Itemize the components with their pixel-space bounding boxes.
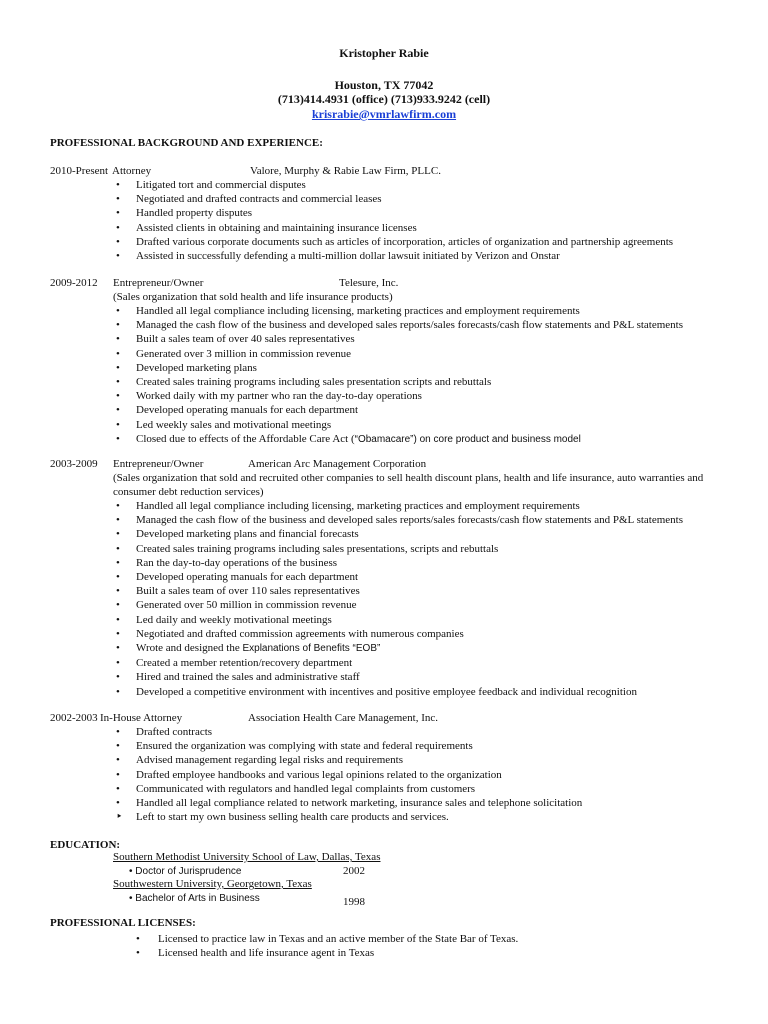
bullet-item: • Created sales training programs including sales presentations, scripts and rebuttals (50, 542, 740, 556)
bullet-icon: • (129, 865, 136, 877)
education-list (113, 851, 413, 908)
bullet-item: • Hired and trained the sales and administrative staff (50, 670, 740, 684)
experience-heading: PROFESSIONAL BACKGROUND AND EXPERIENCE: (50, 137, 323, 149)
bullet-item: • Assisted in successfully defending a multi-million dollar lawsuit initiated by Verizon and Onstar (50, 249, 740, 263)
bullet-text-sans: Explanations of Benefits “EOB” (242, 643, 381, 655)
resume-name: Kristopher Rabie (339, 46, 429, 60)
job-header (50, 457, 740, 471)
bullet-item: • Created a member retention/recovery department (50, 656, 740, 670)
bullet-item: • Led daily and weekly motivational meetings (50, 613, 740, 627)
job-description: (Sales organization that sold and recruited other companies to sell health discount plans, health and life insurance, auto warranties and consumer debt reduction services) (113, 472, 704, 498)
bullet-item: • Communicated with regulators and handled legal complaints from customers (50, 782, 740, 796)
bullet-item (50, 641, 740, 656)
job-entry (50, 457, 740, 699)
bullet-item: • Handled all legal compliance including licensing, marketing practices and employment requirements (50, 499, 740, 513)
bullet-item (50, 432, 740, 447)
job-entry (50, 164, 740, 263)
bullet-item: • Developed operating manuals for each department (50, 570, 740, 584)
bullet-item: • Built a sales team of over 40 sales representatives (50, 332, 740, 346)
bullet-text-sans: “Obamacare”) on core product and business model (354, 433, 581, 445)
job-entry (50, 711, 740, 824)
job-dates: 2010-Present (50, 165, 109, 177)
bullet-item: • Created sales training programs including sales presentation scripts and rebuttals (50, 375, 740, 389)
job-header (50, 276, 740, 290)
job-header (50, 164, 740, 178)
job-company: American Arc Management Corporation (248, 458, 427, 470)
address: Houston, TX 77042 (334, 78, 434, 92)
bullet-item: • Handled all legal compliance related to network marketing, insurance sales and telephone solicitation (50, 796, 740, 810)
job-bullets (50, 499, 740, 699)
bullet-item: • Developed marketing plans (50, 361, 740, 375)
bullet-item: • Developed operating manuals for each department (50, 403, 740, 417)
degree-year: 1998 (343, 895, 365, 908)
job-company: Telesure, Inc. (339, 277, 399, 289)
bullet-item: • Ensured the organization was complying with state and federal requirements (50, 739, 740, 753)
bullet-item: • Managed the cash flow of the business and developed sales reports/sales forecasts/cash flow statements and P&L statements (50, 513, 740, 527)
bullet-item: ‣ Left to start my own business selling health care products and services. (50, 810, 740, 824)
job-header (50, 711, 740, 725)
bullet-item: • Developed marketing plans and financial forecasts (50, 527, 740, 541)
bullet-item: • Handled property disputes (50, 206, 740, 220)
job-bullets (50, 725, 740, 824)
job-dates: 2002-2003 (50, 712, 98, 724)
bullet-item: • Developed a competitive environment with incentives and positive employee feedback and individual recognition (50, 685, 740, 699)
license-item: • Licensed health and life insurance agent in Texas (50, 946, 740, 960)
job-company: Valore, Murphy & Rabie Law Firm, PLLC. (250, 165, 441, 177)
bullet-item: • Managed the cash flow of the business and developed sales reports/sales forecasts/cash flow statements and P&L statements (50, 318, 740, 332)
license-item: • Licensed to practice law in Texas and an active member of the State Bar of Texas. (50, 932, 740, 946)
job-bullets (50, 304, 740, 447)
job-description: (Sales organization that sold health and life insurance products) (113, 291, 393, 303)
job-entry (50, 276, 740, 447)
school-name: Southern Methodist University School of Law, Dallas, Texas (113, 851, 381, 863)
degree-line (113, 865, 413, 879)
job-title: Entrepreneur/Owner (113, 277, 204, 289)
bullet-item: • Generated over 50 million in commission revenue (50, 598, 740, 612)
bullet-item: • Drafted contracts (50, 725, 740, 739)
bullet-item: • Drafted employee handbooks and various legal opinions related to the organization (50, 768, 740, 782)
bullet-text: Closed due to effects of the Affordable Care Act ( (136, 432, 355, 445)
licenses-heading: PROFESSIONAL LICENSES: (50, 917, 196, 929)
bullet-item: • Led weekly sales and motivational meetings (50, 418, 740, 432)
bullet-item: • Ran the day-to-day operations of the business (50, 556, 740, 570)
bullet-item: • Handled all legal compliance including licensing, marketing practices and employment requirements (50, 304, 740, 318)
job-title: Entrepreneur/Owner (113, 458, 204, 470)
licenses-list (50, 932, 740, 960)
job-company: Association Health Care Management, Inc. (248, 712, 438, 724)
bullet-item: • Negotiated and drafted contracts and commercial leases (50, 192, 740, 206)
degree-year: 2002 (343, 864, 365, 877)
email-line (0, 107, 768, 121)
job-title: In-House Attorney (100, 712, 183, 724)
email-link[interactable]: krisrabie@vmrlawfirm.com (311, 107, 457, 121)
degree-name: Bachelor of Arts in Business (135, 892, 260, 904)
job-bullets (50, 178, 740, 263)
license-bullets (50, 932, 740, 960)
bullet-item: • Litigated tort and commercial disputes (50, 178, 740, 192)
bullet-item: • Negotiated and drafted commission agreements with numerous companies (50, 627, 740, 641)
school-name: Southwestern University, Georgetown, Texas (113, 878, 312, 890)
degree-line (113, 892, 413, 906)
bullet-text: Wrote and designed the (136, 642, 243, 655)
bullet-item: • Advised management regarding legal risks and requirements (50, 753, 740, 767)
phone-numbers: (713)414.4931 (office) (713)933.9242 (cell) (277, 92, 491, 106)
bullet-item: • Worked daily with my partner who ran the day-to-day operations (50, 389, 740, 403)
job-dates: 2003-2009 (50, 458, 98, 470)
education-heading: EDUCATION: (50, 839, 121, 851)
bullet-item: • Generated over 3 million in commission revenue (50, 347, 740, 361)
job-dates: 2009-2012 (50, 277, 98, 289)
bullet-item: • Drafted various corporate documents such as articles of incorporation, articles of organization and partnership agreements (50, 235, 740, 249)
bullet-item: • Assisted clients in obtaining and maintaining insurance licenses (50, 221, 740, 235)
bullet-icon: • (129, 892, 136, 904)
bullet-item: • Built a sales team of over 110 sales representatives (50, 584, 740, 598)
job-title: Attorney (112, 165, 152, 177)
degree-name: Doctor of Jurisprudence (135, 865, 242, 877)
